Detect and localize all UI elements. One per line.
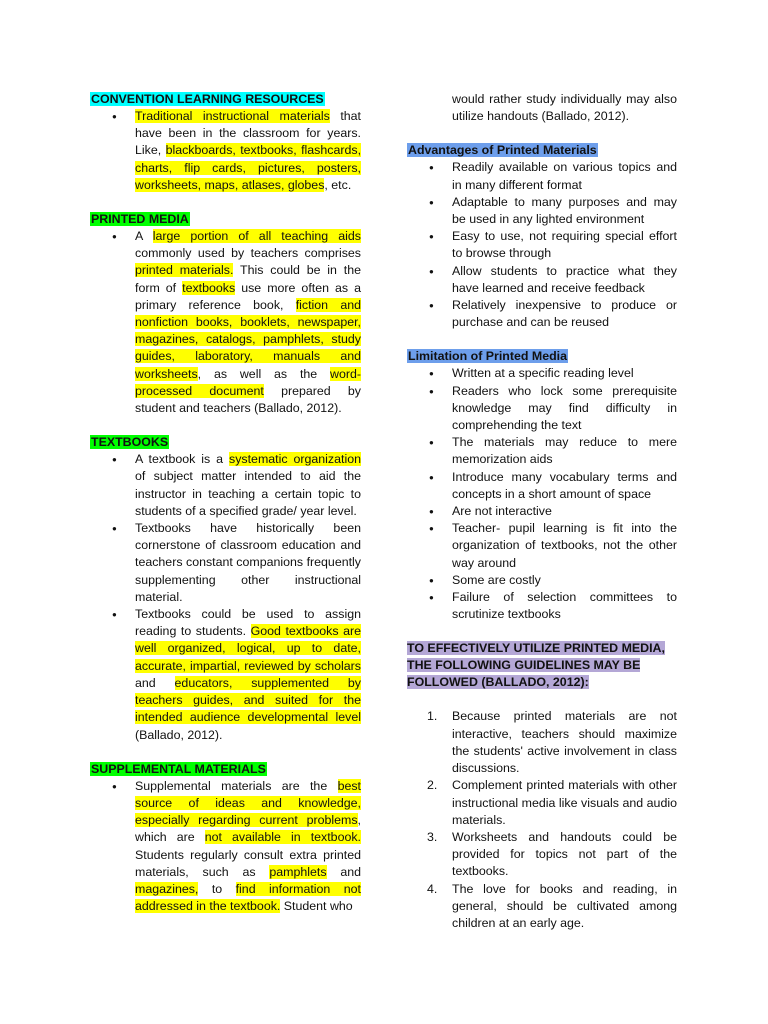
list-item: ● Introduce many vocabulary terms and concepts in a short amount of space (407, 469, 677, 503)
left-column (90, 91, 361, 915)
section-heading-supplemental: SUPPLEMENTAL MATERIALS (91, 761, 266, 776)
list-item: ● Failure of selection committees to scrutinize textbooks (407, 589, 677, 623)
list-item: ● Traditional instructional materials that have been in the classroom for years. Like, blackboards, textbooks, flashcards, charts, flip cards, pictures, posters, worksheets, maps, atlases, globes, etc. (90, 108, 361, 194)
section-heading-convention: CONVENTION LEARNING RESOURCES (91, 92, 324, 106)
section-heading-limitation: Limitation of Printed Media (408, 349, 568, 364)
list-item: ● Easy to use, not requiring special effort to browse through (407, 228, 677, 262)
list-item: ● A textbook is a systematic organization of subject matter intended to aid the instructor in teaching a certain topic to students of a specified grade/ year level. (90, 451, 361, 520)
list-item: ● Readily available on various topics and in many different format (407, 159, 677, 193)
supplemental-list (90, 778, 361, 916)
continued-paragraph: would rather study individually may also utilize handouts (Ballado, 2012). (452, 92, 677, 124)
list-item: ● Readers who lock some prerequisite knowledge may find difficulty in comprehending the text (407, 383, 677, 435)
list-item: ● Textbooks could be used to assign reading to students. Good textbooks are well organized, logical, up to date, accurate, impartial, reviewed by scholars and educators, supplemented by teachers guides, and suited for the intended audience developmental level (Ballado, 2012). (90, 606, 361, 744)
list-item: 3. Worksheets and handouts could be provided for topics not part of the textbooks. (427, 829, 677, 879)
list-item: ● Relatively inexpensive to produce or purchase and can be reused (407, 297, 677, 331)
list-item: ● Some are costly (407, 572, 677, 589)
list-item: ● Written at a specific reading level (407, 365, 677, 382)
section-heading-printed-media: PRINTED MEDIA (91, 212, 189, 227)
convention-list (90, 108, 361, 194)
guidelines-list (407, 708, 677, 932)
section-heading-advantages: Advantages of Printed Materials (408, 143, 597, 158)
list-item: ● Adaptable to many purposes and may be used in any lighted environment (407, 194, 677, 228)
section-heading-textbooks: TEXTBOOKS (91, 435, 169, 450)
printed-media-list (90, 228, 361, 417)
list-item: 2. Complement printed materials with other instructional media like visuals and audio materials. (427, 778, 677, 827)
list-item: ● The materials may reduce to mere memorization aids (407, 434, 677, 468)
list-item: 1. Because printed materials are not interactive, teachers should maximize the students' active involvement in class discussions. (427, 709, 677, 776)
textbooks-list (90, 451, 361, 743)
limitation-list (407, 365, 677, 623)
right-column (407, 91, 677, 932)
list-item: ● Are not interactive (407, 503, 677, 520)
section-heading-guidelines: TO EFFECTIVELY UTILIZE PRINTED MEDIA, THE FOLLOWING GUIDELINES MAY BE FOLLOWED (BALLADO, 2012): (407, 641, 665, 690)
list-item: 4. The love for books and reading, in general, should be cultivated among children at an early age. (427, 881, 677, 930)
list-item: ● A large portion of all teaching aids commonly used by teachers comprises printed materials. This could be in the form of textbooks use more often as a primary reference book, fiction and nonfiction books, booklets, newspaper, magazines, catalogs, pamphlets, study guides, laboratory, manuals and worksheets, as well as the word-processed document prepared by student and teachers (Ballado, 2012). (90, 228, 361, 417)
list-item: ● Supplemental materials are the best source of ideas and knowledge, especially regarding current problems, which are not available in textbook. Students regularly consult extra printed materials, such as pamphlets and magazines, to find information not addressed in the textbook. Student who (90, 778, 361, 916)
advantages-list (407, 159, 677, 331)
list-item: ● Allow students to practice what they have learned and receive feedback (407, 263, 677, 297)
list-item: ● Textbooks have historically been cornerstone of classroom education and teachers constant companions frequently supplementing other instructional material. (90, 520, 361, 606)
list-item: ● Teacher- pupil learning is fit into the organization of textbooks, not the other way around (407, 520, 677, 572)
